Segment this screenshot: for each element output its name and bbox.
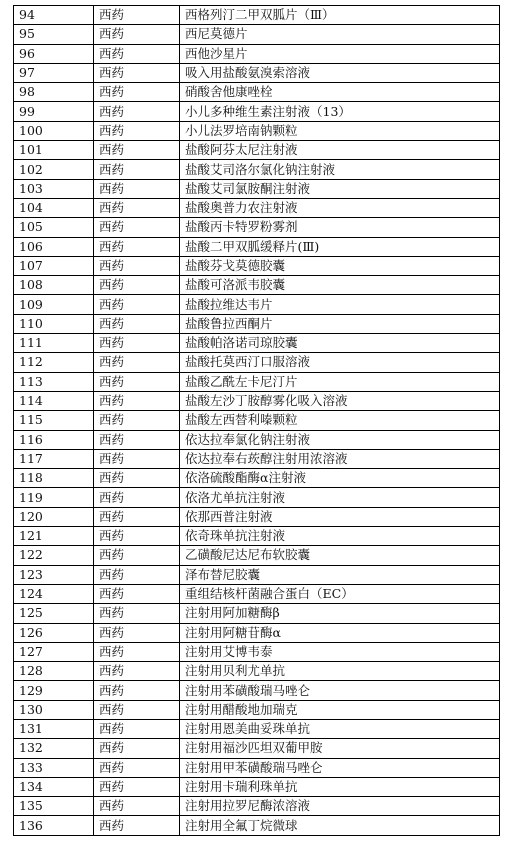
drug-name-cell: 乙磺酸尼达尼布软胶囊 [180,546,500,565]
table-row [14,334,500,353]
row-number-cell: 129 [14,681,94,700]
drug-name-cell: 依奇珠单抗注射液 [180,527,500,546]
row-number-cell: 108 [14,276,94,295]
category-cell: 西药 [94,6,180,25]
category-cell: 西药 [94,816,180,835]
table-row [14,507,500,526]
row-number-cell: 125 [14,604,94,623]
table-row [14,237,500,256]
table-row [14,179,500,198]
drug-name-cell: 小儿法罗培南钠颗粒 [180,121,500,140]
table-row [14,662,500,681]
drug-name-cell: 盐酸二甲双胍缓释片(Ⅲ) [180,237,500,256]
drug-name-cell: 吸入用盐酸氨溴索溶液 [180,63,500,82]
drug-name-cell: 注射用阿糖苷酶α [180,623,500,642]
table-row [14,353,500,372]
drug-name-cell: 盐酸左沙丁胺醇雾化吸入溶液 [180,391,500,410]
row-number-cell: 133 [14,758,94,777]
row-number-cell: 122 [14,546,94,565]
category-cell: 西药 [94,642,180,661]
row-number-cell: 132 [14,739,94,758]
table-row [14,160,500,179]
table-row [14,411,500,430]
drug-name-cell: 盐酸帕洛诺司琼胶囊 [180,334,500,353]
drug-name-cell: 注射用拉罗尼酶浓溶液 [180,797,500,816]
drug-name-cell: 盐酸可洛派韦胶囊 [180,276,500,295]
category-cell: 西药 [94,160,180,179]
drug-name-cell: 注射用醋酸地加瑞克 [180,700,500,719]
drug-name-cell: 注射用福沙匹坦双葡甲胺 [180,739,500,758]
row-number-cell: 116 [14,430,94,449]
table-row [14,102,500,121]
row-number-cell: 101 [14,141,94,160]
category-cell: 西药 [94,527,180,546]
drug-name-cell: 依洛硫酸酯酶α注射液 [180,469,500,488]
table-row [14,777,500,796]
drug-name-cell: 盐酸芬戈莫德胶囊 [180,256,500,275]
row-number-cell: 102 [14,160,94,179]
row-number-cell: 128 [14,662,94,681]
table-row [14,527,500,546]
row-number-cell: 119 [14,488,94,507]
drug-name-cell: 盐酸奥普力农注射液 [180,198,500,217]
row-number-cell: 111 [14,334,94,353]
row-number-cell: 109 [14,295,94,314]
category-cell: 西药 [94,719,180,738]
table-body [14,6,500,836]
category-cell: 西药 [94,739,180,758]
row-number-cell: 123 [14,565,94,584]
drug-name-cell: 西尼莫德片 [180,25,500,44]
row-number-cell: 130 [14,700,94,719]
row-number-cell: 100 [14,121,94,140]
drug-name-cell: 依那西普注射液 [180,507,500,526]
category-cell: 西药 [94,584,180,603]
table-row [14,44,500,63]
category-cell: 西药 [94,430,180,449]
drug-name-cell: 注射用全氟丁烷微球 [180,816,500,835]
category-cell: 西药 [94,237,180,256]
category-cell: 西药 [94,777,180,796]
drug-name-cell: 西格列汀二甲双胍片（Ⅲ） [180,6,500,25]
category-cell: 西药 [94,469,180,488]
row-number-cell: 120 [14,507,94,526]
row-number-cell: 107 [14,256,94,275]
category-cell: 西药 [94,102,180,121]
category-cell: 西药 [94,546,180,565]
drug-name-cell: 依达拉奉右莰醇注射用浓溶液 [180,449,500,468]
drug-name-cell: 注射用苯磺酸瑞马唑仑 [180,681,500,700]
table-row [14,449,500,468]
table-row [14,546,500,565]
table-row [14,276,500,295]
table-row [14,391,500,410]
table-row [14,314,500,333]
table-row [14,700,500,719]
drug-name-cell: 注射用贝利尤单抗 [180,662,500,681]
row-number-cell: 126 [14,623,94,642]
table-row [14,623,500,642]
table-row [14,121,500,140]
drug-name-cell: 小儿多种维生素注射液（13） [180,102,500,121]
row-number-cell: 127 [14,642,94,661]
table-row [14,198,500,217]
category-cell: 西药 [94,700,180,719]
row-number-cell: 134 [14,777,94,796]
row-number-cell: 121 [14,527,94,546]
table-row [14,256,500,275]
table-row [14,141,500,160]
drug-name-cell: 盐酸艾司氯胺酮注射液 [180,179,500,198]
category-cell: 西药 [94,141,180,160]
table-row [14,83,500,102]
drug-name-cell: 注射用卡瑞利珠单抗 [180,777,500,796]
category-cell: 西药 [94,372,180,391]
row-number-cell: 136 [14,816,94,835]
row-number-cell: 106 [14,237,94,256]
drug-name-cell: 注射用艾博韦泰 [180,642,500,661]
table-row [14,584,500,603]
table-row [14,797,500,816]
drug-name-cell: 依达拉奉氯化钠注射液 [180,430,500,449]
drug-name-cell: 硝酸舍他康唑栓 [180,83,500,102]
drug-name-cell: 依洛尤单抗注射液 [180,488,500,507]
row-number-cell: 114 [14,391,94,410]
row-number-cell: 117 [14,449,94,468]
category-cell: 西药 [94,411,180,430]
drug-name-cell: 盐酸托莫西汀口服溶液 [180,353,500,372]
row-number-cell: 99 [14,102,94,121]
row-number-cell: 131 [14,719,94,738]
table-row [14,681,500,700]
category-cell: 西药 [94,604,180,623]
category-cell: 西药 [94,488,180,507]
table-row [14,604,500,623]
category-cell: 西药 [94,507,180,526]
category-cell: 西药 [94,198,180,217]
category-cell: 西药 [94,121,180,140]
drug-name-cell: 注射用阿加糖酶β [180,604,500,623]
row-number-cell: 96 [14,44,94,63]
table-row [14,218,500,237]
table-row [14,295,500,314]
drug-name-cell: 注射用恩美曲妥珠单抗 [180,719,500,738]
row-number-cell: 110 [14,314,94,333]
category-cell: 西药 [94,25,180,44]
category-cell: 西药 [94,758,180,777]
drug-list-table [13,5,500,836]
category-cell: 西药 [94,314,180,333]
category-cell: 西药 [94,44,180,63]
category-cell: 西药 [94,681,180,700]
category-cell: 西药 [94,565,180,584]
table-row [14,565,500,584]
category-cell: 西药 [94,449,180,468]
drug-name-cell: 盐酸乙酰左卡尼汀片 [180,372,500,391]
category-cell: 西药 [94,295,180,314]
table-row [14,469,500,488]
row-number-cell: 103 [14,179,94,198]
row-number-cell: 115 [14,411,94,430]
drug-name-cell: 注射用甲苯磺酸瑞马唑仑 [180,758,500,777]
table-row [14,758,500,777]
category-cell: 西药 [94,797,180,816]
row-number-cell: 124 [14,584,94,603]
category-cell: 西药 [94,623,180,642]
row-number-cell: 104 [14,198,94,217]
category-cell: 西药 [94,334,180,353]
category-cell: 西药 [94,256,180,275]
row-number-cell: 98 [14,83,94,102]
category-cell: 西药 [94,662,180,681]
drug-name-cell: 盐酸艾司洛尔氯化钠注射液 [180,160,500,179]
row-number-cell: 95 [14,25,94,44]
row-number-cell: 97 [14,63,94,82]
table-row [14,719,500,738]
table-row [14,6,500,25]
category-cell: 西药 [94,63,180,82]
category-cell: 西药 [94,83,180,102]
drug-name-cell: 盐酸丙卡特罗粉雾剂 [180,218,500,237]
table-row [14,25,500,44]
table-row [14,816,500,835]
drug-name-cell: 盐酸阿芬太尼注射液 [180,141,500,160]
drug-name-cell: 重组结核杆菌融合蛋白（EC） [180,584,500,603]
row-number-cell: 112 [14,353,94,372]
drug-name-cell: 西他沙星片 [180,44,500,63]
row-number-cell: 135 [14,797,94,816]
table-row [14,372,500,391]
row-number-cell: 94 [14,6,94,25]
drug-name-cell: 盐酸鲁拉西酮片 [180,314,500,333]
table-row [14,63,500,82]
row-number-cell: 105 [14,218,94,237]
table-row [14,430,500,449]
row-number-cell: 113 [14,372,94,391]
drug-name-cell: 盐酸左西替利嗪颗粒 [180,411,500,430]
row-number-cell: 118 [14,469,94,488]
drug-name-cell: 盐酸拉维达韦片 [180,295,500,314]
category-cell: 西药 [94,179,180,198]
table-row [14,488,500,507]
category-cell: 西药 [94,391,180,410]
category-cell: 西药 [94,276,180,295]
category-cell: 西药 [94,218,180,237]
table-row [14,739,500,758]
drug-name-cell: 泽布替尼胶囊 [180,565,500,584]
table-row [14,642,500,661]
category-cell: 西药 [94,353,180,372]
